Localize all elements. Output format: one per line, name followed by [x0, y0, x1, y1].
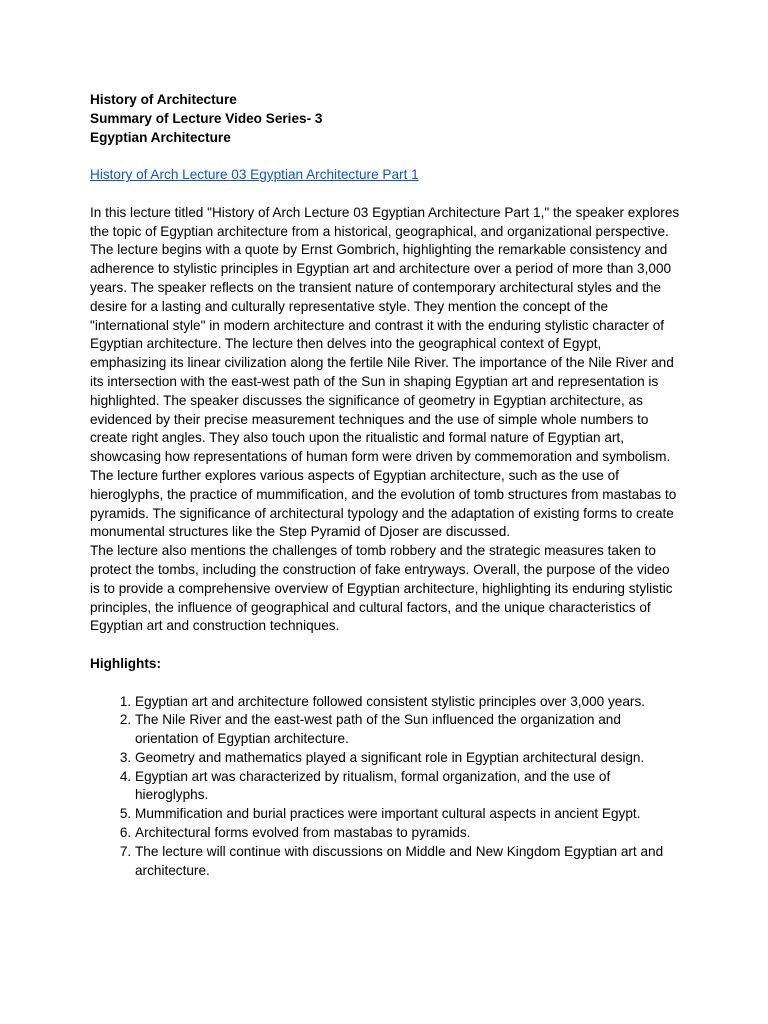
summary-paragraph-2: The lecture also mentions the challenges of tomb robbery and the strategic measures taken to protect the tombs, including the construction of fake entryways. Overall, the purpose of the video is to provide a comprehensive overview of Egyptian architecture, highlighting its enduring stylistic principles, the influence of geographical and cultural factors, and the unique characteristics of Egyptian art and construction techniques. — [90, 543, 673, 634]
list-item: 6. Architectural forms evolved from mastabas to pyramids. — [135, 824, 680, 843]
topic-title: Egyptian Architecture — [90, 129, 231, 145]
list-item: 7. The lecture will continue with discussions on Middle and New Kingdom Egyptian art and architecture. — [135, 843, 680, 881]
list-item: 1. Egyptian art and architecture followed consistent stylistic principles over 3,000 years. — [135, 693, 680, 712]
list-item: 5. Mummification and burial practices were important cultural aspects in ancient Egypt. — [135, 805, 680, 824]
list-item: 2. The Nile River and the east-west path of the Sun influenced the organization and orientation of Egyptian architecture. — [135, 711, 680, 749]
highlights-list — [90, 693, 680, 881]
document-header — [90, 91, 680, 147]
document-page — [90, 91, 680, 880]
series-title: Summary of Lecture Video Series- 3 — [90, 110, 323, 126]
lecture-link[interactable]: History of Arch Lecture 03 Egyptian Architecture Part 1 — [90, 167, 419, 183]
course-title: History of Architecture — [90, 92, 237, 107]
summary-paragraph-1: In this lecture titled "History of Arch Lecture 03 Egyptian Architecture Part 1," the speaker explores the topic of Egyptian architecture from a historical, geographical, and organizational perspective. The lecture begins with a quote by Ernst Gombrich, highlighting the remarkable consistency and adherence to stylistic principles in Egyptian art and architecture over a period of more than 3,000 years. The speaker reflects on the transient nature of contemporary architectural styles and the desire for a lasting and culturally representative style. They mention the concept of the "international style" in modern architecture and contrast it with the enduring stylistic character of Egyptian architecture. The lecture then delves into the geographical context of Egypt, emphasizing its linear civilization along the fertile Nile River. The importance of the Nile River and its intersection with the east-west path of the Sun in shaping Egyptian art and representation is highlighted. The speaker discusses the significance of geometry in Egyptian architecture, as evidenced by their precise measurement techniques and the use of simple whole numbers to create right angles. They also touch upon the ritualistic and formal nature of Egyptian art, showcasing how representations of human form were driven by commemoration and symbolism. The lecture further explores various aspects of Egyptian architecture, such as the use of hieroglyphs, the practice of mummification, and the evolution of tomb structures from mastabas to pyramids. The significance of architectural typology and the adaptation of existing forms to create monumental structures like the Step Pyramid of Djoser are discussed. — [90, 204, 680, 540]
list-item: 3. Geometry and mathematics played a significant role in Egyptian architectural design. — [135, 749, 680, 768]
list-item: 4. Egyptian art was characterized by ritualism, formal organization, and the use of hieroglyphs. — [135, 768, 680, 806]
lecture-link-line — [90, 166, 680, 185]
highlights-heading: Highlights: — [90, 655, 161, 671]
